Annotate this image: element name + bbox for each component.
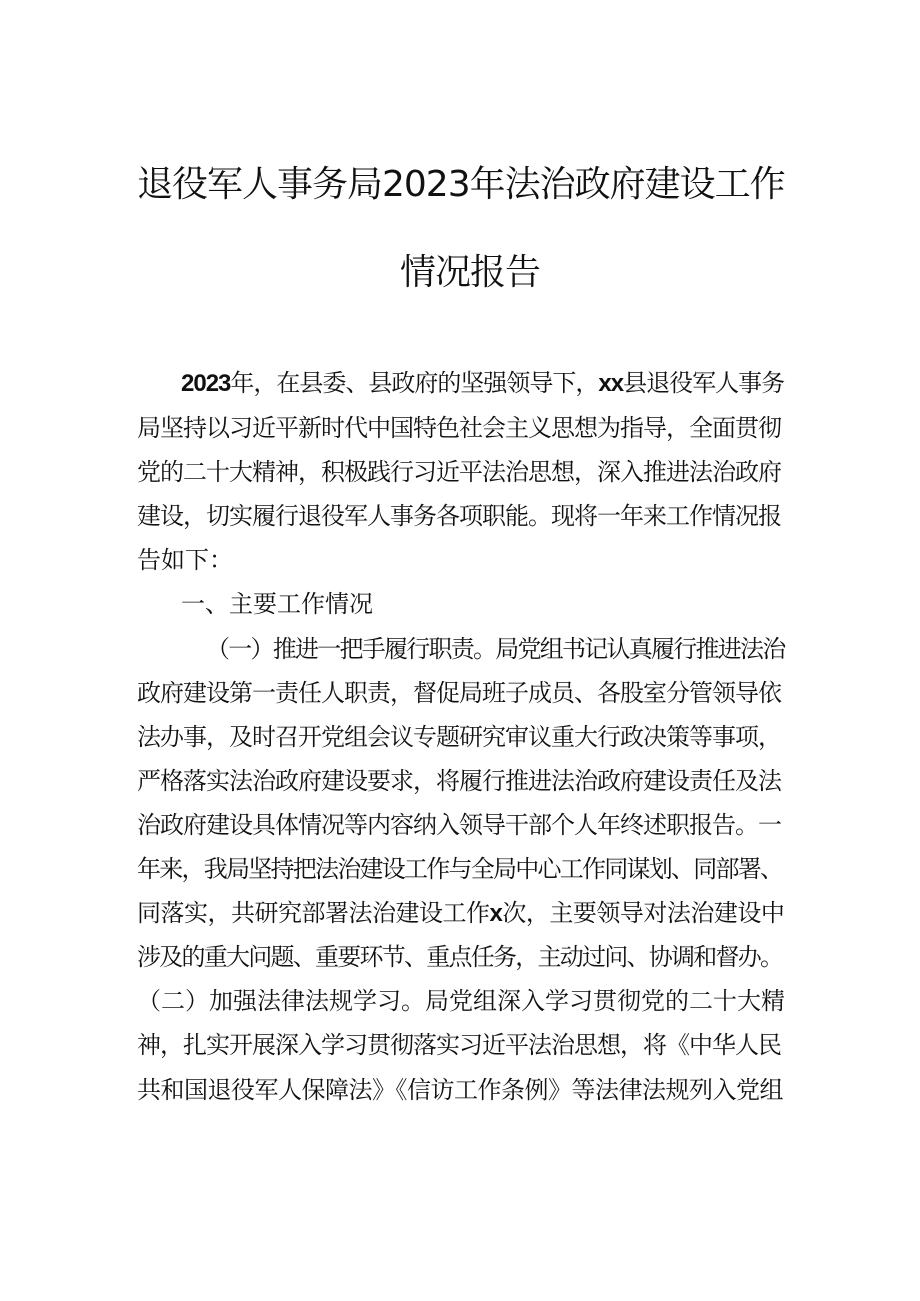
document-title-line-1: 退役军人事务局2023年法治政府建设工作 — [137, 164, 785, 205]
document-title-line-2: 情况报告 — [400, 252, 541, 293]
para1-line-2: 政府建设第一责任人职责，督促局班子成员、各股室分管领导依 — [137, 679, 781, 707]
intro-line-3: 党的二十大精神，积极践行习近平法治思想，深入推进法治政府 — [137, 458, 781, 486]
intro-line-5: 告如下： — [137, 546, 233, 574]
county-placeholder: xx — [598, 370, 624, 397]
count-placeholder: x — [489, 900, 503, 927]
para1-line-4: 严格落实法治政府建设要求，将履行推进法治政府建设责任及法 — [137, 767, 781, 795]
para2-line-1: （二）加强法律法规学习。局党组深入学习贯彻党的二十大精 — [137, 987, 785, 1015]
para1-line-7-head: 同落实，共研究部署法治建设工作 — [137, 899, 490, 927]
intro-line-1-text: 年，在县委、县政府的坚强领导下， — [230, 369, 599, 397]
section-heading-1: 一、主要工作情况 — [181, 590, 373, 618]
para1-line-8: 涉及的重大问题、重要环节、重点任务，主动过问、协调和督办。 — [137, 943, 783, 971]
intro-line-4: 建设，切实履行退役军人事务各项职能。现将一年来工作情况报 — [137, 502, 781, 530]
para1-line-1: （一）推进一把手履行职责。局党组书记认真履行推进法治 — [206, 635, 785, 663]
para1-line-6: 年来，我局坚持把法治建设工作与全局中心工作同谋划、同部署、 — [137, 855, 783, 883]
para1-line-3: 法办事，及时召开党组会议专题研究审议重大行政决策等事项， — [137, 723, 781, 751]
intro-line-1 — [181, 368, 784, 399]
intro-line-2: 局坚持以习近平新时代中国特色社会主义思想为指导，全面贯彻 — [137, 414, 781, 442]
para2-line-2: 神，扎实开展深入学习贯彻落实习近平法治思想，将《中华人民 — [137, 1031, 781, 1059]
intro-line-1-tail: 县退役军人事务 — [623, 369, 785, 397]
year-text: 2023 — [181, 370, 231, 397]
para1-line-7 — [137, 898, 784, 929]
para1-line-7-tail: 次，主要领导对法治建设中 — [502, 899, 785, 927]
para2-line-3: 共和国退役军人保障法》《信访工作条例》等法律法规列入党组 — [137, 1076, 783, 1104]
para1-line-5: 治政府建设具体情况等内容纳入领导干部个人年终述职报告。一 — [137, 811, 781, 839]
